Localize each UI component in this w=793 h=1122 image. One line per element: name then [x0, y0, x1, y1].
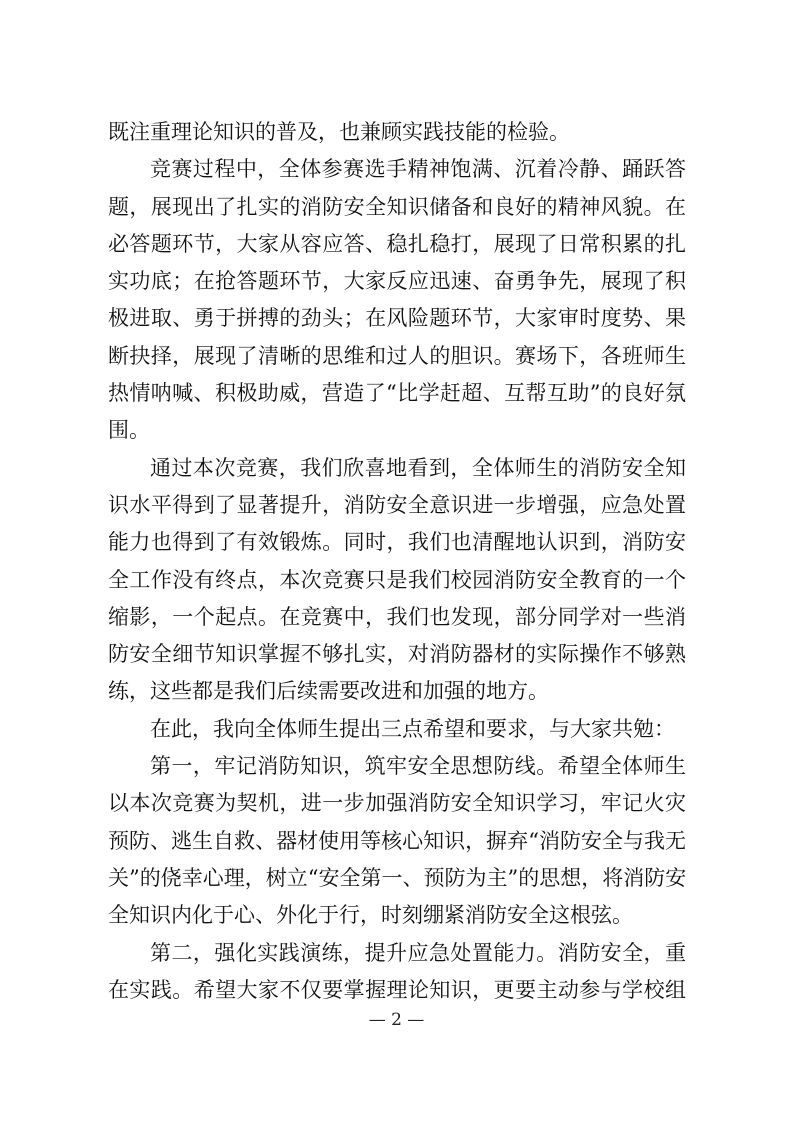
text-line: 在此，我向全体师生提出三点希望和要求，与大家共勉： — [150, 716, 675, 741]
text-line: 全工作没有终点，本次竞赛只是我们校园消防安全教育的一个 — [108, 567, 686, 592]
text-line: 第二，强化实践演练，提升应急处置能力。消防安全，重 — [150, 940, 686, 965]
text-line: 全知识内化于心、外化于行，时刻绷紧消防安全这根弦。 — [108, 903, 633, 928]
text-line: 必答题环节，大家从容应答、稳扎稳打，展现了日常积累的扎 — [108, 231, 686, 256]
text-line: 关”的侥幸心理，树立“安全第一、预防为主”的思想，将消防安 — [108, 865, 687, 890]
text-line: 题，展现出了扎实的消防安全知识储备和良好的精神风貌。在 — [108, 194, 686, 219]
text-line: 识水平得到了显著提升，消防安全意识进一步增强，应急处置 — [108, 492, 686, 517]
text-line: 防安全细节知识掌握不够扎实，对消防器材的实际操作不够熟 — [108, 642, 686, 667]
text-line: 既注重理论知识的普及，也兼顾实践技能的检验。 — [108, 120, 570, 144]
text-line: 竞赛过程中，全体参赛选手精神饱满、沉着冷静、踊跃答 — [150, 157, 686, 182]
text-line: 预防、逃生自救、器材使用等核心知识，摒弃“消防安全与我无 — [108, 828, 686, 853]
page-number: — 2 — — [368, 1010, 425, 1030]
body-text — [108, 114, 686, 1009]
text-line: 围。 — [108, 418, 150, 443]
text-line: 断抉择，展现了清晰的思维和过人的胆识。赛场下，各班师生 — [108, 343, 686, 368]
text-line: 极进取、勇于拼搏的劲头；在风险题环节，大家审时度势、果 — [108, 306, 686, 331]
text-line: 热情呐喊、积极助威，营造了“比学赶超、互帮互助”的良好氛 — [108, 381, 686, 406]
text-line: 能力也得到了有效锻炼。同时，我们也清醒地认识到，消防安 — [108, 530, 686, 555]
text-line: 以本次竞赛为契机，进一步加强消防安全知识学习，牢记火灾 — [108, 791, 686, 816]
text-line: 第一，牢记消防知识，筑牢安全思想防线。希望全体师生 — [150, 754, 686, 779]
text-line: 实功底；在抢答题环节，大家反应迅速、奋勇争先，展现了积 — [108, 269, 686, 294]
text-line: 在实践。希望大家不仅要掌握理论知识，更要主动参与学校组 — [108, 977, 686, 1002]
text-line: 通过本次竞赛，我们欣喜地看到，全体师生的消防安全知 — [150, 455, 686, 480]
text-line: 练，这些都是我们后续需要改进和加强的地方。 — [108, 679, 549, 704]
text-line: 缩影，一个起点。在竞赛中，我们也发现，部分同学对一些消 — [108, 604, 686, 629]
